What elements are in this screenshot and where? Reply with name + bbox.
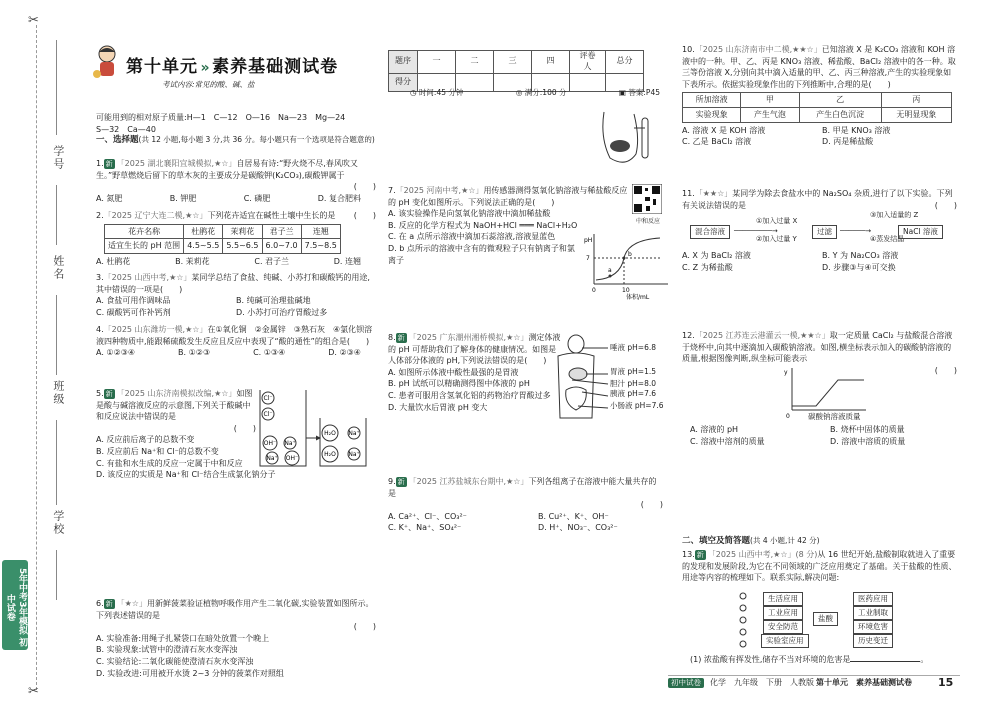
question-11: 11.「★★☆」某同学为除去食盐水中的 Na₂SO₄ 杂质,进行了以下实验。下列有关说法错误的是 ( ) xyxy=(682,189,957,210)
atomic-masses: 可能用到的相对原子质量:H—1 C—12 O—16 Na—23 Mg—24 S—32 Ca—40 xyxy=(96,113,346,134)
neutralization-diagram xyxy=(258,388,368,470)
svg-text:体积/mL: 体积/mL xyxy=(626,294,650,300)
question-5: 5. 新 「2025 山东济南模拟改编,★☆」如图是酸与碱溶液反应的示意图,下列关于酸碱中和反应说法中错误的是 ( ) A. 反应前后离子的总数不变 B. 反应前后 Na⁺和 Cl⁻的总数不变 C. 有盐和水生成的反应一定属于中和反应 D. 该反应的实质是 Na⁺和 Cl⁻结合生成氯化钠分子 xyxy=(96,389,276,480)
question-7: 7.「2025 河南中考,★☆」用传感器测得氢氧化钠溶液与稀盐酸反应的 pH 变化如图所示。下列说法正确的是( ) A. 该实验操作是向氢氧化钠溶液中滴加稀盐酸 B. 反应的化学方程式为 NaOH+HCl ═══ NaCl+H₂O C. 在 a 点所示溶液中滴加石蕊溶液,溶液显蓝色 D. b 点所示的溶液中含有的微观粒子只有钠离子和氯离子 xyxy=(388,186,628,265)
ion-label: Na⁺ xyxy=(348,451,360,458)
question-1: 1. 新 「2025 湖北襄阳宜城模拟,★☆」自居易有诗:“野火烧不尽,春风吹又生。”野草燃烧后留下的草木灰的主要成分是碳酸钾(K₂CO₃),碳酸钾属于 ( ) A. 氮肥 B. 钾肥 C. 磷肥 D. 复合肥料 xyxy=(96,159,376,203)
question-2: 2.「2025 辽宁大连二模,★☆」下列花卉适宜在碱性土壤中生长的是 ( ) 花卉名称 杜鹃花 茉莉花 君子兰 连翘 适宜生长的 pH 范围 4.5~5.5 5.5~6.5 6.0~7.0 7.5~8.5 A. 杜鹃花 B. 茉莉花 C. 君子兰 D. 连翘 xyxy=(96,211,376,266)
student-number-label: 学号 xyxy=(51,145,65,171)
ion-label: OH⁻ xyxy=(263,440,277,447)
question-3: 3.「2025 山西中考,★☆」某同学总结了食盐、纯碱、小苏打和碳酸钙的用途,其中错误的一项是( ) A. 食盐可用作调味品 B. 纯碱可治理盐碱地 C. 碳酸钙可作补钙剂 D. 小苏打可治疗胃酸过多 xyxy=(96,273,370,317)
svg-text:10: 10 xyxy=(622,287,630,294)
question-6: 6. 新 「★☆」用新鲜菠菜验证植物呼吸作用产生二氧化碳,实验装置如图所示。下列表述错误的是 ( ) A. 实验准备:用绳子扎紧袋口在暗处放置一个晚上 B. 实验现象:试管中的澄清石灰水变浑浊 C. 实验结论:二氧化碳能使澄清石灰水变浑浊 D. 实验改进:可用被开水烫 2~3 分钟的菠菜作对照组 xyxy=(96,599,376,678)
svg-text:y: y xyxy=(784,369,788,376)
reaction-table: 所加溶液 甲 乙 丙 实验现象 产生气泡 产生白色沉淀 无明显现象 xyxy=(682,92,952,122)
section-1-header: 一、选择题(共 12 小题,每小题 3 分,共 36 分。每小题只有一个选项是符合题意的) xyxy=(96,135,375,145)
question-13-part-1: (1) 浓盐酸有挥发性,储存不当对环境的危害是 。 xyxy=(690,655,929,664)
binding-gutter xyxy=(0,0,90,711)
svg-text:a: a xyxy=(608,267,612,274)
spinach-experiment-image xyxy=(596,108,656,170)
question-8: 8. 新 「2025 广东潮州湘桥模拟,★☆」测定体液的 pH 可帮助我们了解身体的健康情况。如图是人体部分体液的 pH,下列说法错误的是( ) A. 如图所示体液中酸性最强的是胃液 B. pH 试纸可以精确测得图中体液的 pH C. 患者可服用含氢氧化铝的药物治疗胃酸过多 D. 大量饮水后胃液 pH 变大 xyxy=(388,333,561,412)
question-12-options: A. 溶液的 pH B. 烧杯中固体的质量 C. 溶液中溶剂的质量 D. 溶液中溶质的质量 xyxy=(690,425,906,446)
ion-label: Na⁺ xyxy=(348,430,360,437)
ion-label: Cl⁻ xyxy=(263,411,273,418)
svg-text:7: 7 xyxy=(586,255,590,262)
ion-label: Na⁺ xyxy=(284,440,296,447)
question-4: 4.「2025 山东潍坊一模,★☆」在①氧化铜 ②金属锌 ③熟石灰 ④氯化钡溶液四种物质中,能跟稀硫酸发生反应且反应中表现了“酸的通性”的组合是( ) A. ①②③④ B. ①②③ C. ①③④ D. ②③④ xyxy=(96,325,373,358)
section-2-header: 二、填空及简答题(共 4 小题,计 42 分) xyxy=(682,536,820,546)
svg-text:0: 0 xyxy=(786,413,790,420)
svg-text:pH: pH xyxy=(584,237,593,244)
exam-info: ◷ 时间:45 分钟 ◎ 满分:100 分 ▣ 答案:P45 xyxy=(410,88,660,97)
class-label: 班级 xyxy=(51,380,65,406)
mascot-icon xyxy=(92,44,122,84)
school-label: 学校 xyxy=(51,510,65,536)
score-table: 题序 一 二 三 四 评卷人 总分 得分 xyxy=(388,50,644,92)
question-11-options: A. X 为 BaCl₂ 溶液 B. Y 为 Na₂CO₃ 溶液 C. Z 为稀盐酸 D. 步骤③与④可交换 xyxy=(682,251,899,272)
graph-xlabel: 碳酸钠溶液质量 xyxy=(808,412,861,421)
brand-logo: 5年中考3年模拟 初中试卷 xyxy=(2,560,28,650)
hydrochloric-acid-mindmap: 生活应用 工业应用 安全防范 实验室应用 盐酸 医药应用 工业制取 环境危害 历史变迁 xyxy=(735,590,895,650)
exam-content: 考试内容:常见的酸、碱、盐 xyxy=(162,80,255,89)
page-title: 第十单元 » 素养基础测试卷 xyxy=(126,57,339,77)
name-label: 姓名 xyxy=(51,255,65,281)
question-13: 13. 新 「2025 山西中考,★☆」(8 分)从 16 世纪开始,盐酸制取就进入了重要的发现和发展阶段,为它在不同领域的广泛应用奠定了基础。关于盐酸的性质、用途等内容的梳理如下。联系实际,解决问题: xyxy=(682,550,957,583)
ion-label: Cl⁻ xyxy=(263,395,273,402)
ion-label: OH⁻ xyxy=(285,455,299,462)
svg-text:0: 0 xyxy=(592,287,596,294)
ion-label: H₂O xyxy=(324,430,336,437)
question-9: 9. 新 「2025 江苏盐城东台期中,★☆」下列各组离子在溶液中能大量共存的是 ( ) A. Ca²⁺、Cl⁻、CO₃²⁻ B. Cu²⁺、K⁺、OH⁻ C. K⁺、Na⁺、SO₄²⁻ D. H⁺、NO₃⁻、CO₃²⁻ xyxy=(388,477,663,533)
cut-line xyxy=(36,25,37,690)
ion-label: H₂O xyxy=(324,451,336,458)
question-10: 10.「2025 山东济南市中二模,★★☆」已知溶液 X 是 K₂CO₃ 溶液和 KOH 溶液中的一种。甲、乙、丙是 KNO₃ 溶液、稀盐酸、BaCl₂ 溶液中的各一种。取三等份溶液 X,分别向其中滴入适量的甲、乙、丙三种溶液,产生的实验现象如下表所示。依据实验现象作出的下列推断中,合理的是( ) 所加溶液 甲 乙 丙 实验现象 产生气泡 产生白色沉淀 无明显现象 A. 溶液 X 是 KOH 溶液 B. 甲是 KNO₃ 溶液 C. 乙是 BaCl₂ 溶液 D. 丙是稀盐酸 xyxy=(682,45,956,147)
page-footer: 初中试卷 化学 九年级 下册 人教版 第十单元 素养基础测试卷 15 xyxy=(668,675,960,691)
purification-flowchart: 混合溶液 ①加入过量 X ─────────→ ②加入过量 Y 过滤 ③加入适量的 Z ──────→ ④蒸发结晶 NaCl 溶液 xyxy=(690,215,958,245)
question-12: 12.「2025 江苏连云港灌云一模,★★☆」取一定质量 CaCl₂ 与盐酸混合溶液于烧杯中,向其中逐滴加入碳酸钠溶液。如图,横坐标表示加入的碳酸钠溶液的质量,根据图像判断,纵坐标可能表示 ( ) xyxy=(682,331,957,375)
ph-change-graph xyxy=(582,232,672,300)
qr-code: 中和反应 xyxy=(632,184,664,224)
scissors-icon: ✂ xyxy=(28,13,39,28)
flower-ph-table: 花卉名称 杜鹃花 茉莉花 君子兰 连翘 适宜生长的 pH 范围 4.5~5.5 5.5~6.5 6.0~7.0 7.5~8.5 xyxy=(104,224,341,254)
ion-label: Na⁺ xyxy=(266,455,278,462)
svg-text:b: b xyxy=(628,251,632,258)
scissors-icon: ✂ xyxy=(28,684,39,699)
